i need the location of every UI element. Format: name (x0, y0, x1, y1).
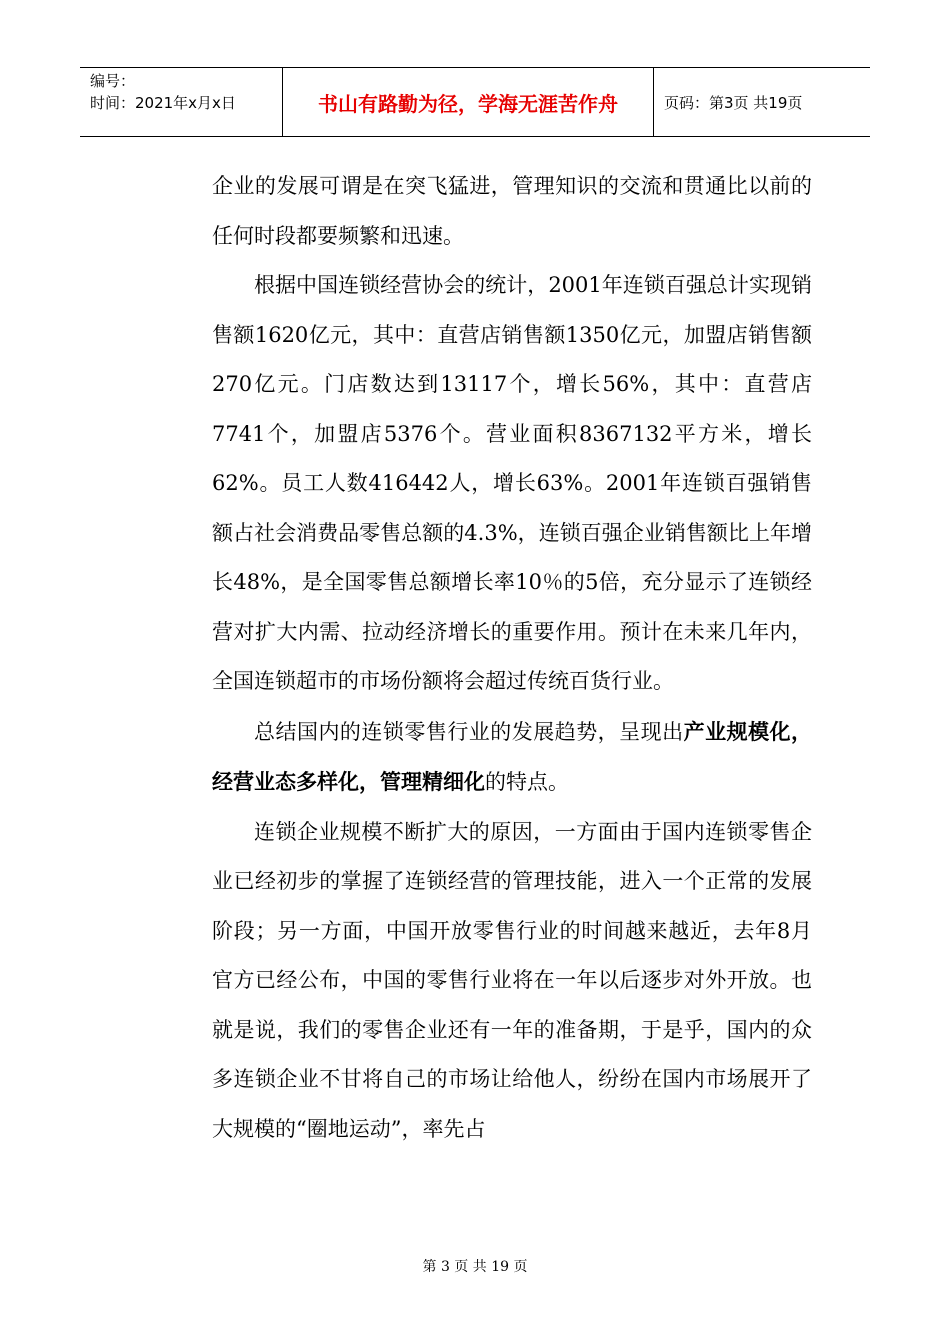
paragraph-3-tail: 的特点。 (485, 770, 569, 794)
header-meta (80, 68, 282, 136)
document-date: 时间：2021年x月x日 (90, 94, 236, 112)
paragraph-1: 企业的发展可谓是在突飞猛进，管理知识的交流和贯通比以前的任何时段都要频繁和迅速。 (212, 174, 812, 248)
paragraph-4: 连锁企业规模不断扩大的原因，一方面由于国内连锁零售企业已经初步的掌握了连锁经营的管理技能，进入一个正常的发展阶段；另一方面，中国开放零售行业的时间越来越近，去年8月官方已经公布，中国的零售行业将在一年以后逐步对外开放。也就是说，我们的零售企业还有一年的准备期，于是乎，国内的众多连锁企业不甘将自己的市场让给他人，纷纷在国内市场展开了大规模的“圈地运动”，率先占 (212, 819, 812, 1141)
paragraph-2: 根据中国连锁经营协会的统计，2001年连锁百强总计实现销售额1620亿元，其中：直营店销售额1350亿元，加盟店销售额270亿元。门店数达到13117个，增长56%，其中：直营店7741个，加盟店5376个。营业面积8367132平方米，增长62%。员工人数416442人，增长63%。2001年连锁百强销售额占社会消费品零售总额的4.3%，连锁百强企业销售额比上年增长48%，是全国零售总额增长率10％的5倍，充分显示了连锁经营对扩大内需、拉动经济增长的重要作用。预计在未来几年内，全国连锁超市的市场份额将会超过传统百货行业。 (212, 273, 812, 693)
header-page-info: 页码：第3页 共19页 (664, 93, 803, 112)
document-code: 编号： (90, 72, 136, 90)
paragraph-3-emphasis: 产业规模化，经营业态多样化，管理精细化 (212, 718, 813, 794)
page-footer: 第 3 页 共 19 页 (422, 1259, 528, 1275)
page-header (80, 67, 870, 137)
paragraph-3 (212, 707, 812, 808)
paragraph-3-lead: 总结国内的连锁零售行业的发展趋势，呈现出 (254, 719, 684, 744)
document-body (212, 162, 812, 1154)
header-motto: 书山有路勤为径，学海无涯苦作舟 (282, 68, 654, 136)
